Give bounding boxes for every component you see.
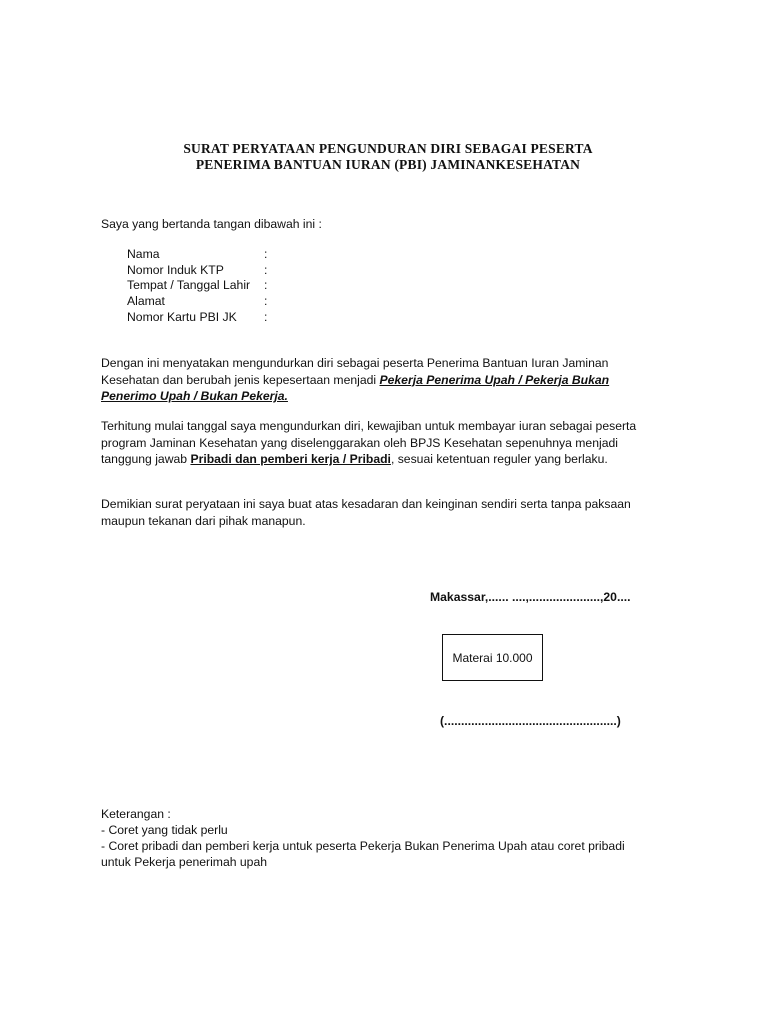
notes-item: untuk Pekerja penerimah upah — [101, 855, 267, 869]
statement-paragraph — [101, 355, 646, 405]
membership-type-emphasis: Pekerja Penerima Upah / Pekerja Bukan Penerimo Upah / Bukan Pekerja. — [101, 372, 610, 403]
document-title — [100, 141, 676, 173]
field-row-ktp — [127, 263, 274, 279]
field-row-card — [127, 310, 274, 326]
notes-section — [101, 806, 661, 870]
identity-fields — [127, 247, 274, 325]
field-colon: : — [264, 278, 268, 293]
title-line-1: SURAT PERYATAAN PENGUNDURAN DIRI SEBAGAI PESERTA — [183, 141, 593, 156]
field-label: Nomor Induk KTP — [127, 262, 224, 277]
field-colon: : — [264, 262, 268, 277]
field-row-address — [127, 294, 274, 310]
place-date-line: Makassar,...... ....,.....................,20.... — [430, 590, 631, 604]
field-row-birth — [127, 278, 274, 294]
stamp-box — [442, 634, 543, 681]
stamp-label: Materai 10.000 — [452, 650, 533, 665]
notes-heading: Keterangan : — [101, 807, 171, 821]
field-colon: : — [264, 309, 268, 324]
intro-text: Saya yang bertanda tangan dibawah ini : — [101, 217, 322, 231]
field-label: Nama — [127, 247, 160, 261]
signature-line: (...................................................) — [440, 714, 621, 728]
notes-item: - Coret yang tidak perlu — [101, 823, 228, 837]
obligation-text-before: Terhitung mulai tanggal saya mengundurkan diri, kewajiban untuk membayar iuran sebagai peserta program Jaminan Kesehatan yang diselenggarakan oleh BPJS Kesehatan sepenuhnya menjadi tanggung jawab — [101, 419, 637, 466]
field-colon: : — [264, 294, 268, 309]
field-row-nama — [127, 247, 274, 263]
title-line-2: PENERIMA BANTUAN IURAN (PBI) JAMINANKESEHATAN — [195, 157, 581, 172]
obligation-paragraph — [101, 418, 646, 468]
notes-item: - Coret pribadi dan pemberi kerja untuk peserta Pekerja Bukan Penerima Upah atau coret pribadi — [101, 839, 625, 853]
field-label: Tempat / Tanggal Lahir — [127, 278, 251, 293]
field-label: Alamat — [127, 294, 165, 309]
obligation-text-after: , sesuai ketentuan reguler yang berlaku. — [390, 452, 608, 466]
responsibility-emphasis: Pribadi dan pemberi kerja / Pribadi — [190, 452, 391, 466]
field-label: Nomor Kartu PBI JK — [127, 309, 237, 324]
field-colon: : — [264, 247, 268, 261]
statement-text: Dengan ini menyatakan mengundurkan diri sebagai peserta Penerima Bantuan Iuran Jaminan Kesehatan dan berubah jenis kepesertaan menjadi — [101, 356, 609, 387]
closing-paragraph: Demikian surat peryataan ini saya buat atas kesadaran dan keinginan sendiri serta tanpa paksaan maupun tekanan dari pihak manapun. — [101, 497, 631, 528]
